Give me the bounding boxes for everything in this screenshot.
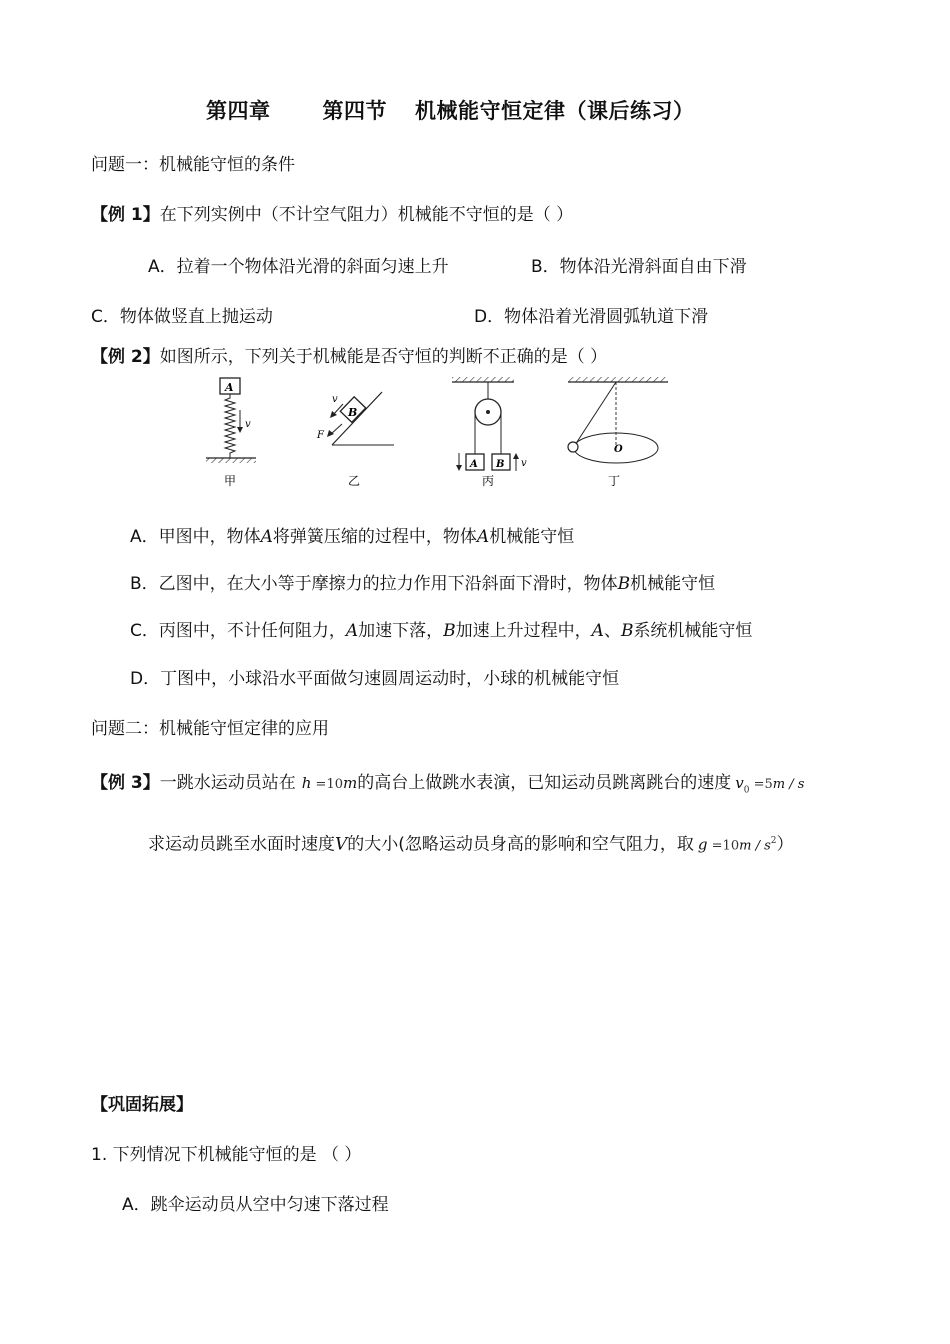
figure-yi <box>316 392 394 488</box>
example2-figure <box>196 372 676 494</box>
consolidate-q1: 1. 下列情况下机械能守恒的是 （ ） <box>91 1145 362 1165</box>
jia-caption: 甲 <box>224 474 237 488</box>
example2-option-c-mid1: 加速下落， <box>358 621 444 641</box>
example3-math-g-val: =10 <box>707 838 740 854</box>
example2-option-a-mid: 将弹簧压缩的过程中，物体 <box>272 527 477 547</box>
ding-string <box>575 382 616 445</box>
example2-option-c-mid2: 加速上升过程中， <box>455 621 592 641</box>
example2-option-c <box>130 620 752 642</box>
ding-label-o: O <box>614 444 623 455</box>
bing-arrowhead-down <box>456 465 462 471</box>
yi-caption: 乙 <box>348 474 361 488</box>
bing-pulley-axle <box>486 410 490 414</box>
ding-ball <box>568 442 578 452</box>
bing-label-v: v <box>521 458 527 469</box>
example2-option-b-prefix: B．乙图中，在大小等于摩擦力的拉力作用下沿斜面下滑时，物体 <box>130 574 618 594</box>
bing-ceiling-hatch <box>452 377 514 382</box>
example2-option-a <box>130 526 574 548</box>
yi-label-b: B <box>348 406 358 419</box>
ding-caption: 丁 <box>608 474 621 488</box>
example2-option-c-var4: B <box>620 621 634 641</box>
example2-option-b-var1: B <box>617 574 631 594</box>
consolidate-q1-option-a: A．跳伞运动员从空中匀速下落过程 <box>122 1195 389 1215</box>
example3-line2 <box>148 830 794 858</box>
yi-label-v: v <box>332 394 338 405</box>
example3-math-v0-sub: 0 <box>743 785 750 796</box>
example3-text5: ） <box>776 834 794 855</box>
example3-text4: 的大小(忽略运动员身高的影响和空气阻力，取 <box>347 834 694 855</box>
title-chapter: 第四章 <box>206 99 271 123</box>
page-title <box>206 100 695 122</box>
example3-math-g-unit: m / s <box>739 838 771 854</box>
bing-label-b: B <box>496 459 505 470</box>
example2-option-b-end: 机械能守恒 <box>630 574 716 594</box>
problem2-heading: 问题二：机械能守恒定律的应用 <box>91 719 329 739</box>
yi-force-arrow <box>331 424 342 434</box>
example3-math-v0-var: v <box>735 774 744 792</box>
figure-bing <box>452 377 527 488</box>
jia-ground-hatch <box>206 458 256 463</box>
example1-option-d: D．物体沿着光滑圆弧轨道下滑 <box>474 307 709 327</box>
jia-label-v: v <box>245 419 251 430</box>
example3-math-v: V <box>335 834 348 855</box>
jia-spring <box>225 394 235 458</box>
example3-line1 <box>91 772 804 801</box>
example3-math-h-unit: m <box>343 774 358 792</box>
example3-text3: 求运动员跳至水面时速度 <box>148 834 335 855</box>
example3-text1: 一跳水运动员站在 <box>159 773 296 793</box>
example2-option-c-sep: 、 <box>603 621 621 641</box>
title-topic: 机械能守恒定律（课后练习） <box>415 99 695 123</box>
bing-caption: 丙 <box>482 474 495 488</box>
problem1-heading: 问题一：机械能守恒的条件 <box>91 155 295 175</box>
example1-label: 【例 1】 <box>91 205 160 225</box>
example3-math-g-var: g <box>697 835 708 854</box>
example2-option-a-prefix: A．甲图中，物体 <box>130 527 261 547</box>
example2-option-b <box>130 573 715 595</box>
figure-jia <box>206 378 256 488</box>
example2-option-a-var2: A <box>476 527 490 547</box>
example2-label: 【例 2】 <box>91 347 160 367</box>
example2-option-d: D．丁图中，小球沿水平面做匀速圆周运动时，小球的机械能守恒 <box>130 669 620 689</box>
example3-math-h-val: =10 <box>311 777 343 792</box>
example3-math-v0-unit: m / s <box>772 777 805 792</box>
jia-label-a: A <box>225 381 234 394</box>
example1-question-line <box>91 204 573 226</box>
example3-math-v0-val: =5 <box>749 777 773 792</box>
bing-arrowhead-up <box>513 453 519 459</box>
example2-option-c-var3: A <box>591 621 604 641</box>
example3-math-h-var: h <box>301 774 312 792</box>
yi-label-f: F <box>317 430 324 441</box>
example2-question-line <box>91 346 607 368</box>
example1-question: 在下列实例中（不计空气阻力）机械能不守恒的是（ ） <box>159 205 574 225</box>
example3-label: 【例 3】 <box>91 773 160 793</box>
example2-option-c-var1: A <box>345 621 359 641</box>
example1-option-a: A．拉着一个物体沿光滑的斜面匀速上升 <box>148 257 449 277</box>
example2-question: 如图所示，下列关于机械能是否守恒的判断不正确的是（ ） <box>159 347 608 367</box>
example2-option-c-end: 系统机械能守恒 <box>633 621 753 641</box>
bing-label-a: A <box>470 459 478 470</box>
example3-text2: 的高台上做跳水表演，已知运动员跳离跳台的速度 <box>357 773 732 793</box>
ding-ceiling-hatch <box>568 377 668 382</box>
example2-option-a-end: 机械能守恒 <box>489 527 575 547</box>
yi-force-arrowhead <box>327 430 334 437</box>
example2-option-c-prefix: C．丙图中，不计任何阻力， <box>130 621 346 641</box>
jia-arrowhead <box>237 427 243 433</box>
example2-option-a-var1: A <box>260 527 273 547</box>
example1-option-b: B．物体沿光滑斜面自由下滑 <box>531 257 747 277</box>
example2-option-c-var2: B <box>443 621 456 641</box>
consolidate-heading: 【巩固拓展】 <box>91 1095 193 1115</box>
figure-ding <box>568 377 668 488</box>
example1-option-c: C．物体做竖直上抛运动 <box>91 307 273 327</box>
title-section: 第四节 <box>322 99 387 123</box>
example3-math-g-sup: 2 <box>770 836 777 846</box>
